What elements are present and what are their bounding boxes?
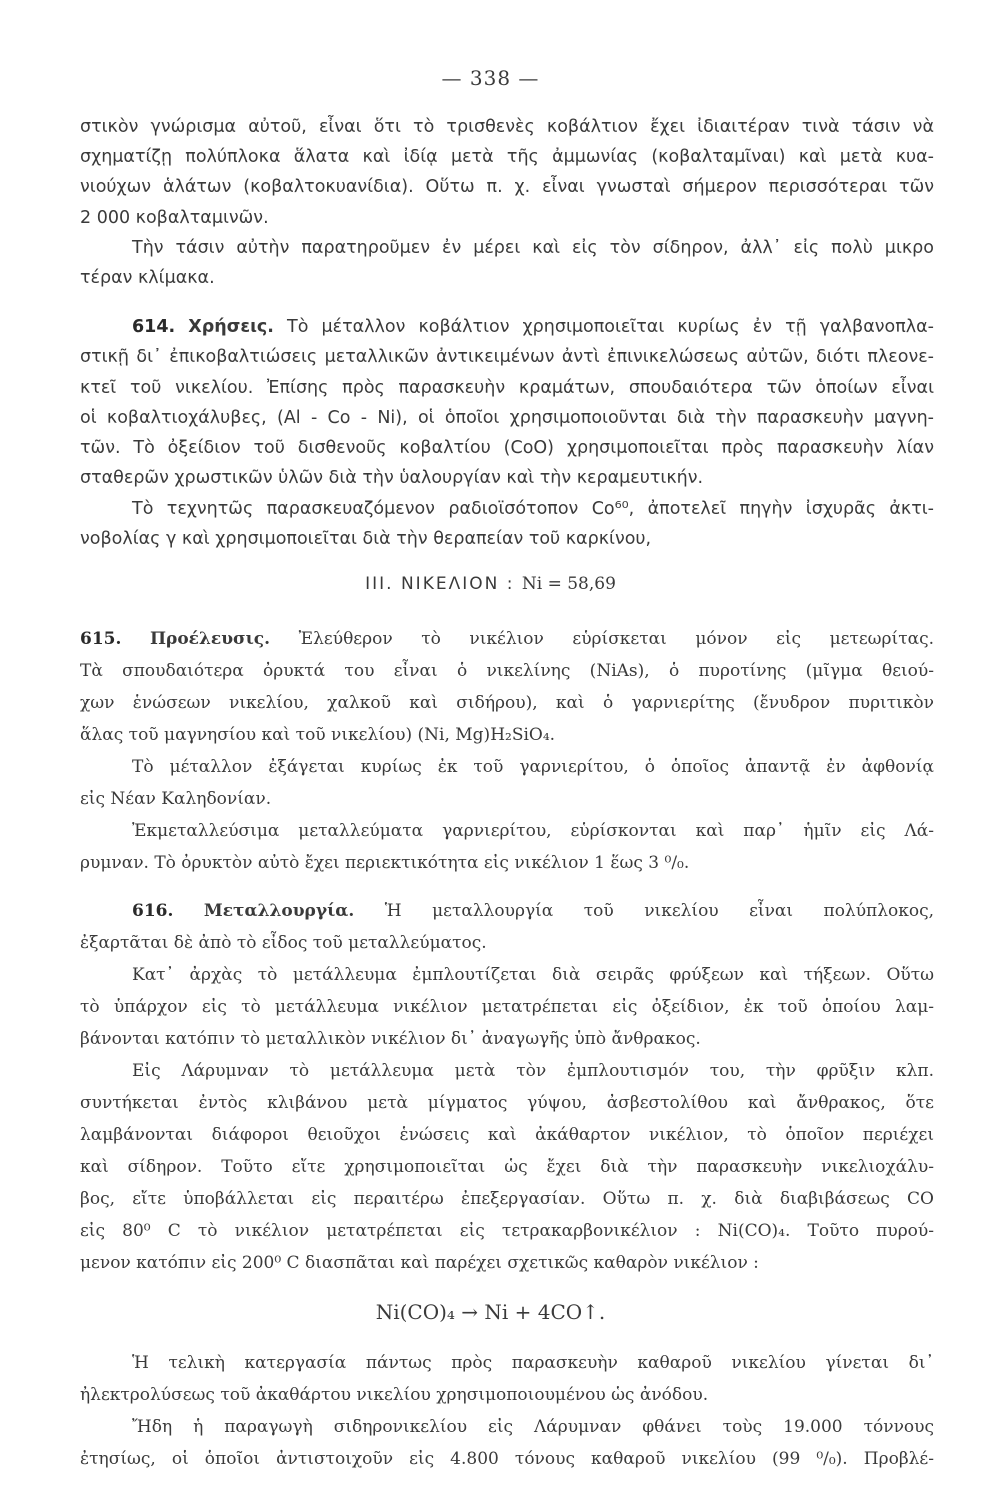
text-line: οἱ κοβαλτιοχάλυβες, (Al - Co - Ni), οἱ ὁποῖοι χρησιμοποιοῦνται διὰ τὴν παρασκευὴν μαγνη- bbox=[80, 408, 934, 428]
atomic-weight: Ni = 58,69 bbox=[521, 574, 616, 594]
text-line: λαμβάνονται διάφοροι θειοῦχοι ἑνώσεις καὶ ἀκάθαρτον νικέλιον, τὸ ὁποῖον περιέχει bbox=[80, 1125, 934, 1145]
text-line: Ἐκμεταλλεύσιμα μεταλλεύματα γαρνιερίτου, εὑρίσκονται καὶ παρ᾽ ἡμῖν εἰς Λά- bbox=[132, 821, 934, 841]
text-line: νοβολίας γ καὶ χρησιμοποιεῖται διὰ τὴν θεραπείαν τοῦ καρκίνου, bbox=[80, 529, 652, 549]
text-line: μενον κατόπιν εἰς 200⁰ C διασπᾶται καὶ παρέχει σχετικῶς καθαρὸν νικέλιον : bbox=[80, 1253, 759, 1273]
paragraph-heading: Προέλευσις. bbox=[149, 629, 271, 649]
text-line: ἐξαρτᾶται δὲ ἀπὸ τὸ εἶδος τοῦ μεταλλεύματος. bbox=[80, 933, 487, 953]
text-line: τέραν κλίμακα. bbox=[80, 268, 215, 288]
text-line: Τὰ σπουδαιότερα ὀρυκτά του εἶναι ὁ νικελίνης (NiAs), ὁ πυροτίνης (μῖγμα θειού- bbox=[80, 661, 934, 681]
text-line: Ἤδη ἡ παραγωγὴ σιδηρονικελίου εἰς Λάρυμναν φθάνει τοὺς 19.000 τόννους bbox=[132, 1417, 934, 1437]
section-title: III. ΝΙΚΕΛΙΟΝ : bbox=[365, 574, 515, 594]
paragraph-heading: Μεταλλουργία. bbox=[203, 901, 355, 921]
text-line: τὸ ὑπάρχον εἰς τὸ μετάλλευμα νικέλιον μετατρέπεται εἰς ὀξείδιον, ἐκ τοῦ ὁποίου λαμ- bbox=[80, 997, 934, 1017]
text-line: χων ἑνώσεων νικελίου, χαλκοῦ καὶ σιδήρου), καὶ ὁ γαρνιερίτης (ἔνυδρον πυριτικὸν bbox=[80, 693, 934, 713]
text-line: Τὴν τάσιν αὐτὴν παρατηροῦμεν ἐν μέρει καὶ εἰς τὸν σίδηρον, ἀλλ᾽ εἰς πολὺ μικρο bbox=[132, 238, 934, 258]
text-line: καὶ σίδηρον. Τοῦτο εἴτε χρησιμοποιεῖται ὡς ἔχει διὰ τὴν παρασκευὴν νικελιοχάλυ- bbox=[80, 1157, 934, 1177]
text-line: στικῇ δι᾽ ἐπικοβαλτιώσεις μεταλλικῶν ἀντικειμένων ἀντὶ ἐπινικελώσεως αὐτῶν, διότι πλεονε- bbox=[80, 347, 934, 367]
chemical-equation: Ni(CO)₄ → Ni + 4CO↑. bbox=[375, 1300, 606, 1324]
text-line: συντήκεται ἐντὸς κλιβάνου μετὰ μίγματος γύψου, ἀσβεστολίθου καὶ ἄνθρακος, ὅτε bbox=[80, 1093, 934, 1113]
paragraph-616-first-line bbox=[132, 900, 934, 922]
text-span: Τὸ μέταλλον κοβάλτιον χρησιμοποιεῖται κυρίως ἐν τῇ γαλβανοπλα- bbox=[287, 317, 934, 337]
text-line: Εἰς Λάρυμναν τὸ μετάλλευμα μετὰ τὸν ἐμπλουτισμόν του, τὴν φρῦξιν κλπ. bbox=[132, 1061, 934, 1081]
text-line: σχηματίζῃ πολύπλοκα ἅλατα καὶ ἰδίᾳ μετὰ τῆς ἀμμωνίας (κοβαλταμῖναι) καὶ μετὰ κυα- bbox=[80, 147, 934, 167]
text-line: εἰς Νέαν Καληδονίαν. bbox=[80, 789, 272, 809]
text-line: Κατ᾽ ἀρχὰς τὸ μετάλλευμα ἐμπλουτίζεται διὰ σειρᾶς φρύξεων καὶ τήξεων. Οὕτω bbox=[132, 965, 934, 985]
text-line: εἰς 80⁰ C τὸ νικέλιον μετατρέπεται εἰς τετρακαρβονικέλιον : Ni(CO)₄. Τοῦτο πυρού- bbox=[80, 1221, 934, 1241]
text-line: βος, εἴτε ὑποβάλλεται εἰς περαιτέρω ἐπεξεργασίαν. Οὕτω π. χ. διὰ διαβιβάσεως CO bbox=[80, 1189, 934, 1209]
text-line: Τὸ μέταλλον ἐξάγεται κυρίως ἐκ τοῦ γαρνιερίτου, ὁ ὁποῖος ἀπαντᾷ ἐν ἀφθονίᾳ bbox=[132, 757, 934, 777]
section-number: 616. bbox=[132, 901, 174, 921]
page-number: — 338 — bbox=[441, 66, 540, 90]
text-line: 2 000 κοβαλταμινῶν. bbox=[80, 208, 269, 228]
text-line: Τὸ τεχνητῶς παρασκευαζόμενον ραδιοϊσότοπον Co⁶⁰, ἀποτελεῖ πηγὴν ἰσχυρᾶς ἀκτι- bbox=[132, 499, 934, 519]
text-span: Ἐλεύθερον τὸ νικέλιον εὑρίσκεται μόνον εἰς μετεωρίτας. bbox=[298, 629, 935, 649]
text-line: τῶν. Τὸ ὀξείδιον τοῦ δισθενοῦς κοβαλτίου (CoO) χρησιμοποιεῖται πρὸς παρασκευὴν λίαν bbox=[80, 438, 934, 458]
section-number: 615. bbox=[80, 629, 122, 649]
paragraph-614-first-line bbox=[132, 316, 934, 338]
text-line: ἐτησίως, οἱ ὁποῖοι ἀντιστοιχοῦν εἰς 4.800 τόνους καθαροῦ νικελίου (99 ⁰/₀). Προβλέ- bbox=[80, 1449, 934, 1469]
paragraph-heading: Χρήσεις. bbox=[188, 317, 274, 337]
text-line: σταθερῶν χρωστικῶν ὑλῶν διὰ τὴν ὑαλουργίαν καὶ τὴν κεραμευτικήν. bbox=[80, 468, 704, 488]
text-line: ἠλεκτρολύσεως τοῦ ἀκαθάρτου νικελίου χρησιμοποιουμένου ὡς ἀνόδου. bbox=[80, 1385, 709, 1405]
text-line: ἅλας τοῦ μαγνησίου καὶ τοῦ νικελίου) (Ni, Mg)H₂SiO₄. bbox=[80, 725, 556, 745]
section-heading bbox=[0, 574, 981, 594]
text-line: στικὸν γνώρισμα αὐτοῦ, εἶναι ὅτι τὸ τρισθενὲς κοβάλτιον ἔχει ἰδιαιτέραν τινὰ τάσιν νὰ bbox=[80, 117, 934, 137]
text-span: Ἡ μεταλλουργία τοῦ νικελίου εἶναι πολύπλοκος, bbox=[384, 901, 935, 921]
text-line: κτεῖ τοῦ νικελίου. Ἐπίσης πρὸς παρασκευὴν κραμάτων, σπουδαιότερα τῶν ὁποίων εἶναι bbox=[80, 378, 934, 398]
text-line: βάνονται κατόπιν τὸ μεταλλικὸν νικέλιον δι᾽ ἀναγωγῆς ὑπὸ ἄνθρακος. bbox=[80, 1029, 701, 1049]
text-line: νιούχων ἁλάτων (κοβαλτοκυανίδια). Οὕτω π. χ. εἶναι γνωσταὶ σήμερον περισσότεραι τῶν bbox=[80, 177, 934, 197]
text-line: ρυμναν. Τὸ ὀρυκτὸν αὐτὸ ἔχει περιεκτικότητα εἰς νικέλιον 1 ἕως 3 ⁰/₀. bbox=[80, 853, 690, 873]
paragraph-615-first-line bbox=[80, 628, 934, 650]
section-number: 614. bbox=[132, 317, 176, 337]
text-line: Ἡ τελικὴ κατεργασία πάντως πρὸς παρασκευὴν καθαροῦ νικελίου γίνεται δι᾽ bbox=[132, 1353, 934, 1373]
